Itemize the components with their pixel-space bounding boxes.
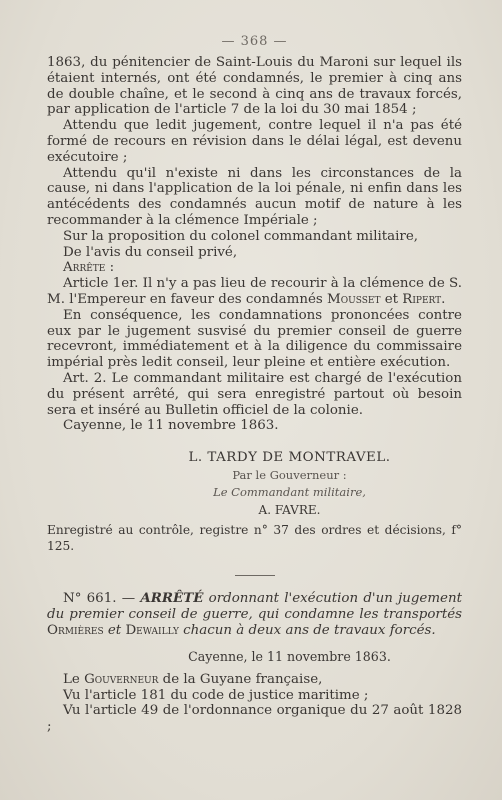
paragraph-continuation: 1863, du pénitencier de Saint-Louis du Maroni sur lequel ils étaient internés, ont été condamnés, le premier à cinq ans de double chaîne, et le second à cinq ans de travaux forcés, par application de l'article 7 de la loi du 30 mai 1854 ;: [47, 55, 462, 118]
vu-line-2: Vu l'article 49 de l'ordonnance organique du 27 août 1828 ;: [47, 703, 462, 735]
section-divider: [235, 575, 275, 576]
signature-role: Le Commandant militaire,: [213, 485, 366, 500]
arrete-title-word: ARRÊTÉ: [140, 589, 204, 606]
article-1: Article 1er. Il n'y a pas lieu de recourir à la clémence de S. M. l'Empereur en faveur des condamnés Mousset et Ripert.: [47, 276, 463, 307]
register-note: Enregistré au contrôle, registre n° 37 des ordres et décisions, f° 125.: [47, 523, 462, 553]
page-number: — 368 —: [221, 34, 288, 49]
paragraph-avis: De l'avis du conseil privé,: [63, 244, 238, 260]
arrete-number: N° 661. —: [63, 590, 136, 606]
arrete-661-date: Cayenne, le 11 novembre 1863.: [188, 648, 391, 664]
name-ripert: Ripert: [402, 291, 442, 307]
arrete-661-heading: N° 661. — ARRÊTÉ ordonnant l'exécution d'un jugement du premier conseil de guerre, qui condamne les transportés Ormières et Dewailly chacun à deux ans de travaux forcés.: [47, 589, 462, 638]
signature-signer: A. FAVRE.: [258, 503, 321, 518]
paragraph-proposition: Sur la proposition du colonel commandant militaire,: [63, 228, 419, 244]
paragraph-attendu-2: Attendu qu'il n'existe ni dans les circonstances de la cause, ni dans l'application de la loi pénale, ni enfin dans les antécédents des condamnés aucun motif de nature à les recommander à la clémence Impériale ;: [47, 165, 462, 228]
article-1-text: Il n'y a pas lieu de recourir à la clémence de S. M. l'Empereur en faveur des condamnés: [47, 276, 463, 307]
signature-name: L. TARDY DE MONTRAVEL.: [188, 450, 391, 466]
vu-line-1: Vu l'article 181 du code de justice maritime ;: [63, 687, 369, 703]
paragraph-attendu-1: Attendu que ledit jugement, contre lequel il n'a pas été formé de recours en révision dans le délai légal, est devenu exécutoire ;: [47, 118, 462, 165]
date-line: Cayenne, le 11 novembre 1863.: [63, 418, 279, 434]
arrete-heading: Arrête :: [63, 260, 115, 276]
name-dewailly: Dewailly: [125, 622, 179, 638]
name-mousset: Mousset: [327, 291, 381, 307]
name-ormieres: Ormières: [47, 622, 104, 638]
article-1-label: Article 1er.: [63, 276, 139, 292]
article-2: Art. 2. Le commandant militaire est chargé de l'exécution du présent arrêté, qui sera enregistré partout où besoin sera et inséré au Bulletin officiel de la colonie.: [47, 370, 462, 418]
signature-par: Par le Gouverneur :: [232, 468, 347, 483]
gouverneur-line: Le Gouverneur de la Guyane française,: [63, 671, 323, 687]
paragraph-consequence: En conséquence, les condamnations prononcées contre eux par le jugement susvisé du premier conseil de guerre recevront, immédiatement et à la diligence du commissaire impérial près ledit conseil, leur pleine et entière exécution.: [47, 307, 462, 371]
